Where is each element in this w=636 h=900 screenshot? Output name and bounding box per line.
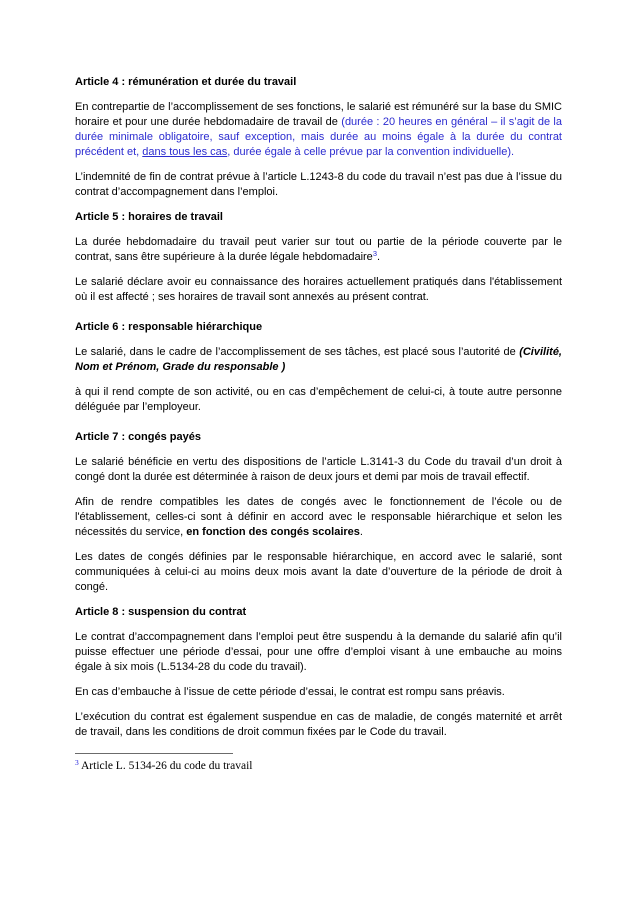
article-4-heading: Article 4 : rémunération et durée du travail — [75, 76, 297, 88]
article-6-heading: Article 6 : responsable hiérarchique — [75, 321, 263, 333]
footnote-reference: 3 — [372, 249, 377, 258]
text-run: En cas d’embauche à l’issue de cette période d’essai, le contrat est rompu sans préavis. — [75, 686, 505, 698]
article-7-paragraph-2 — [75, 495, 562, 540]
article-5-paragraph-1 — [75, 235, 562, 265]
article-7-paragraph-3 — [75, 550, 562, 595]
article-6-paragraph-2 — [75, 385, 562, 415]
text-run: (Civilité, Nom et Prénom, Grade du responsable ) — [75, 346, 562, 373]
article-4-paragraph-2 — [75, 170, 562, 200]
article-7-paragraph-1 — [75, 455, 562, 485]
article-5-heading: Article 5 : horaires de travail — [75, 211, 223, 223]
footnote-reference: 3 — [75, 758, 79, 767]
text-run: à qui il rend compte de son activité, ou en cas d’empêchement de celui-ci, à toute autre personne déléguée par l’employeur. — [75, 386, 562, 413]
text-run: . — [376, 251, 381, 263]
document-content — [75, 75, 562, 773]
text-run: (durée : 20 heures en général – il s’agit de la durée minimale obligatoire, sauf exception, mais durée au moins égale à la durée du contrat précédent et, — [75, 116, 562, 158]
text-run: en fonction des congés scolaires — [186, 526, 360, 538]
footnote-3 — [75, 759, 562, 773]
text-run: L’indemnité de fin de contrat prévue à l’article L.1243-8 du code du travail n’est pas due à l’issue du contrat d’accompagnement dans l’emploi. — [75, 171, 562, 198]
text-run: En contrepartie de l’accomplissement de ses fonctions, le salarié est rémunéré sur la base du SMIC horaire et pour une durée hebdomadaire de travail de — [75, 101, 562, 128]
text-run: Le salarié, dans le cadre de l’accomplissement de ses tâches, est placé sous l’autorité de — [75, 346, 520, 358]
text-run: L’exécution du contrat est également suspendue en cas de maladie, de congés maternité et arrêt de travail, dans les conditions de droit commun fixées par le Code du travail. — [75, 711, 562, 738]
article-8-heading: Article 8 : suspension du contrat — [75, 606, 247, 618]
text-run: Les dates de congés définies par le responsable hiérarchique, en accord avec le salarié, sont communiquées à celui-ci au moins deux mois avant la date d’ouverture de la période de droit à congé. — [75, 551, 562, 593]
article-8-paragraph-3 — [75, 710, 562, 740]
text-run: Le contrat d’accompagnement dans l’emploi peut être suspendu à la demande du salarié afin qu’il puisse effectuer une période d’essai, pour une offre d’emploi visant à une embauche au moins égale à six mois (L.5134-28 du code du travail). — [75, 631, 562, 673]
text-run: Le salarié déclare avoir eu connaissance des horaires actuellement pratiqués dans l'établissement où il est affecté ; ses horaires de travail sont annexés au présent contrat. — [75, 276, 562, 303]
article-7-heading: Article 7 : congés payés — [75, 431, 201, 443]
text-run: dans tous les cas — [142, 146, 228, 158]
text-run: , durée égale à celle prévue par la convention individuelle). — [227, 146, 515, 158]
article-4-paragraph-1 — [75, 100, 562, 160]
text-run: . — [359, 526, 363, 538]
text-run: Article L. 5134-26 du code du travail — [78, 760, 253, 772]
text-run: Afin de rendre compatibles les dates de congés avec le fonctionnement de l’école ou de l'établissement, celles-ci sont à définir en accord avec le responsable hiérarchique et selon les nécessités du service, — [75, 496, 562, 538]
footnote-separator — [75, 753, 233, 754]
article-5-paragraph-2 — [75, 275, 562, 305]
text-run: La durée hebdomadaire du travail peut varier sur tout ou partie de la période couverte par le contrat, sans être supérieure à la durée légale hebdomadaire — [75, 236, 562, 263]
text-run: Le salarié bénéficie en vertu des dispositions de l’article L.3141-3 du Code du travail d’un droit à congé dont la durée est déterminée à raison de deux jours et demi par mois de travail effectif. — [75, 456, 562, 483]
article-8-paragraph-1 — [75, 630, 562, 675]
article-6-paragraph-1 — [75, 345, 562, 375]
article-8-paragraph-2 — [75, 685, 562, 700]
